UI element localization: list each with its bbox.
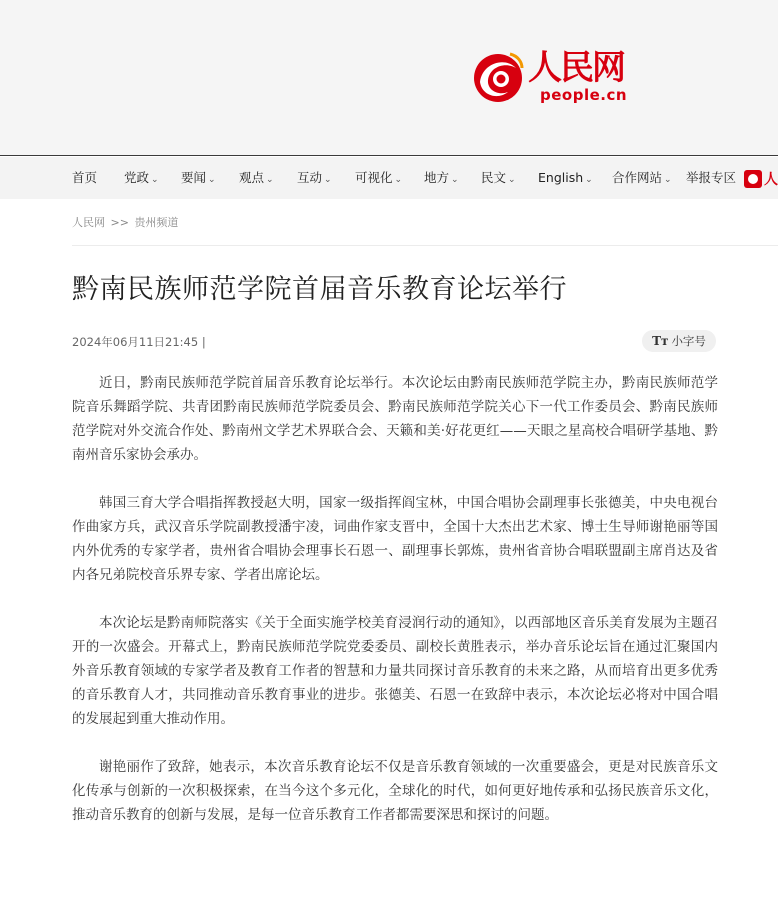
chevron-down-icon: ⌄ — [324, 175, 332, 185]
nav-brand-text: 人 — [764, 171, 778, 188]
chevron-down-icon: ⌄ — [451, 175, 459, 185]
chevron-down-icon: ⌄ — [394, 175, 403, 185]
article-paragraph: 本次论坛是黔南师院落实《关于全面实施学校美育浸润行动的通知》，以西部地区音乐美育发展为主题召开的一次盛会。开幕式上，黔南民族师范学院党委委员、副校长黄胜表示，举办音乐论坛旨在通过汇聚国内外音乐教育领域的专家学者及教育工作者的智慧和力量共同探讨音乐教育的未来之路，从而培育出更多优秀的音乐教育人才，共同推动音乐教育事业的进步。张德美、石恩一在致辞中表示，本次论坛必将对中国合唱的发展起到重大推动作用。 — [72, 615, 718, 727]
nav-label: 党政 — [124, 170, 150, 185]
nav-label: English — [538, 170, 584, 185]
site-header — [0, 0, 778, 156]
nav-label: 地方 — [424, 170, 450, 185]
article-body — [72, 371, 718, 851]
meta-separator: | — [201, 335, 206, 349]
chevron-down-icon: ⌄ — [151, 175, 159, 185]
breadcrumb-section-link[interactable]: 贵州频道 — [134, 216, 179, 229]
content-divider — [72, 245, 778, 246]
nav-item-minority-lang[interactable] — [481, 157, 516, 199]
chevron-down-icon: ⌄ — [208, 175, 216, 185]
chevron-down-icon: ⌄ — [585, 175, 593, 185]
nav-item-partners[interactable] — [612, 157, 672, 199]
nav-item-opinion[interactable] — [239, 157, 274, 199]
publish-datetime: 2024年06月11日21:45 — [72, 335, 199, 349]
nav-label: 首页 — [72, 170, 98, 185]
nav-label: 民文 — [481, 170, 507, 185]
brand-logo-icon — [744, 170, 762, 188]
font-size-label: 小字号 — [671, 334, 706, 348]
nav-item-home[interactable] — [72, 157, 97, 199]
nav-label: 观点 — [239, 170, 265, 185]
nav-item-news[interactable] — [181, 157, 216, 199]
nav-brand-link[interactable] — [744, 168, 778, 188]
nav-item-english[interactable] — [538, 157, 593, 199]
breadcrumb — [72, 214, 178, 230]
font-size-icon: Tт — [652, 334, 669, 348]
nav-label: 可视化 — [355, 170, 393, 185]
article-meta — [72, 334, 206, 350]
nav-label: 合作网站 — [612, 170, 663, 185]
article-paragraph: 韩国三育大学合唱指挥教授赵大明，国家一级指挥阎宝林，中国合唱协会副理事长张德美，中央电视台作曲家方兵，武汉音乐学院副教授潘宇凌，词曲作家支晋中，全国十大杰出艺术家、博士生导师谢艳丽等国内外优秀的专家学者，贵州省合唱协会理事长石恩一、副理事长郭炼，贵州省音协合唱联盟副主席肖达及省内各兄弟院校音乐界专家、学者出席论坛。 — [72, 495, 718, 583]
breadcrumb-separator: >> — [110, 216, 129, 229]
logo-domain: people.cn — [540, 86, 628, 104]
nav-item-report[interactable] — [686, 157, 736, 199]
chevron-down-icon: ⌄ — [508, 175, 516, 185]
nav-label: 互动 — [297, 170, 323, 185]
breadcrumb-home-link[interactable]: 人民网 — [72, 216, 105, 229]
chevron-down-icon: ⌄ — [266, 175, 274, 185]
logo-wordmark: 人民网 — [528, 48, 624, 88]
nav-item-visual[interactable] — [355, 157, 402, 199]
site-logo[interactable] — [470, 48, 640, 108]
font-size-toggle-button[interactable] — [642, 330, 716, 352]
chevron-down-icon: ⌄ — [664, 175, 672, 185]
article-paragraph: 近日，黔南民族师范学院首届音乐教育论坛举行。本次论坛由黔南民族师范学院主办，黔南民族师范学院音乐舞蹈学院、共青团黔南民族师范学院委员会、黔南民族师范学院关心下一代工作委员会、黔南民族师范学院对外交流合作处、黔南州文学艺术界联合会、天籁和美·好花更红——天眼之星高校合唱研学基地、黔南州音乐家协会承办。 — [72, 375, 718, 463]
nav-item-interact[interactable] — [297, 157, 332, 199]
nav-label: 举报专区 — [686, 170, 737, 185]
nav-item-local[interactable] — [424, 157, 459, 199]
nav-item-party[interactable] — [124, 157, 159, 199]
nav-label: 要闻 — [181, 170, 207, 185]
article-paragraph: 谢艳丽作了致辞，她表示，本次音乐教育论坛不仅是音乐教育领域的一次重要盛会，更是对民族音乐文化传承与创新的一次积极探索，在当今这个多元化，全球化的时代，如何更好地传承和弘扬民族音乐文化，推动音乐教育的创新与发展，是每一位音乐教育工作者都需要深思和探讨的问题。 — [72, 759, 718, 823]
logo-swirl-icon — [470, 48, 526, 106]
page-title: 黔南民族师范学院首届音乐教育论坛举行 — [72, 274, 567, 305]
main-nav — [0, 157, 778, 199]
